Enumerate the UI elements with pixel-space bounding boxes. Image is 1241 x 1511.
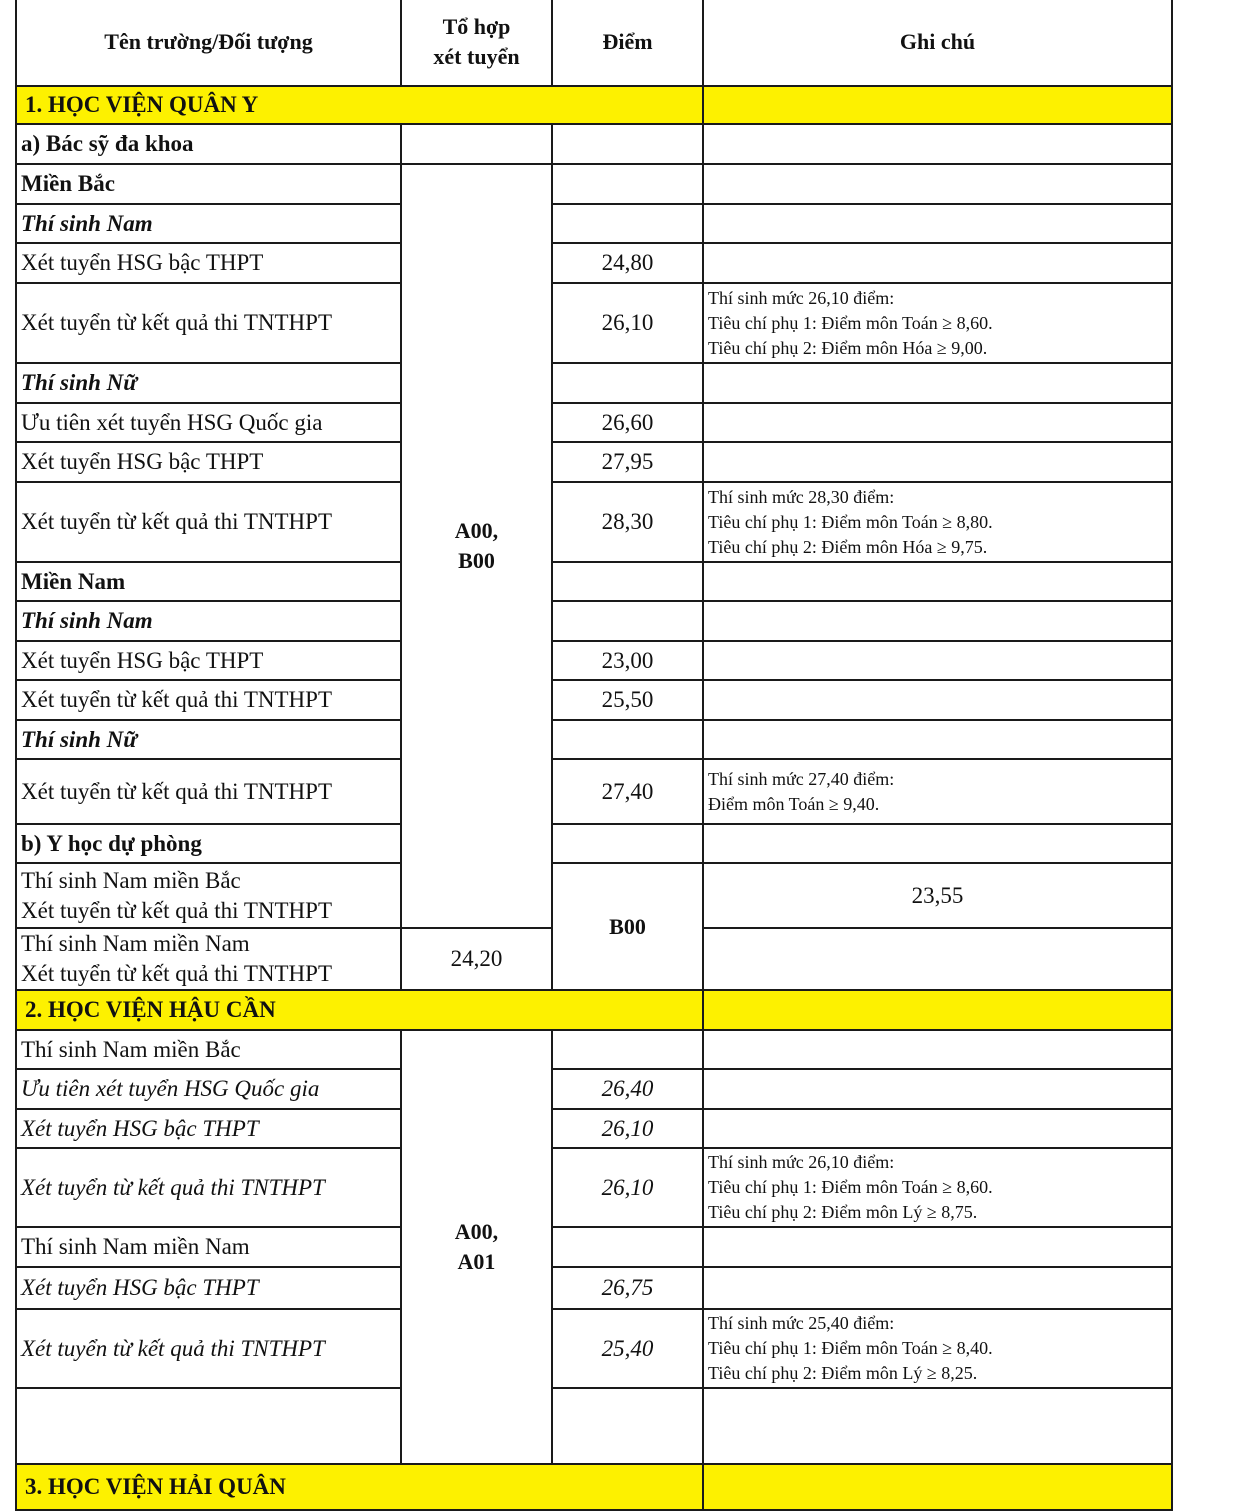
table-header-row	[16, 0, 1172, 86]
note-cell: Thí sinh mức 26,10 điểm: Tiêu chí phụ 1: Điểm môn Toán ≥ 8,60. Tiêu chí phụ 2: Điểm môn Hóa ≥ 9,00.	[703, 283, 1172, 363]
score-value: 26,10	[552, 1109, 703, 1148]
criteria-name: Xét tuyển HSG bậc THPT	[16, 1267, 401, 1309]
table-row	[16, 680, 1172, 720]
note-cell: Thí sinh mức 26,10 điểm: Tiêu chí phụ 1: Điểm môn Toán ≥ 8,60. Tiêu chí phụ 2: Điểm môn Lý ≥ 8,75.	[703, 1148, 1172, 1227]
criteria-name: Xét tuyển HSG bậc THPT	[16, 641, 401, 680]
header-combo-line1: Tổ hợp	[442, 14, 511, 39]
combo-cell: B00	[552, 863, 703, 990]
region-label: Thí sinh Nam miền Nam	[16, 1227, 401, 1267]
header-note: Ghi chú	[703, 0, 1172, 86]
subsection-title: a) Bác sỹ đa khoa	[16, 124, 401, 164]
group-label: Thí sinh Nữ	[16, 720, 401, 759]
table-row	[16, 863, 1172, 928]
score-value: 27,95	[552, 442, 703, 482]
combo-cell: A00, B00	[401, 164, 552, 928]
table-row	[16, 204, 1172, 243]
region-label: Miền Nam	[16, 562, 401, 601]
score-value: 25,50	[552, 680, 703, 720]
table-row	[16, 1309, 1172, 1388]
region-label: Miền Bắc	[16, 164, 401, 204]
table-row	[16, 759, 1172, 824]
section-row	[16, 1464, 1172, 1510]
header-name: Tên trường/Đối tượng	[16, 0, 401, 86]
table-row	[16, 363, 1172, 403]
subsection-title: b) Y học dự phòng	[16, 824, 401, 863]
score-value: 26,10	[552, 1148, 703, 1227]
table-row	[16, 1267, 1172, 1309]
header-score: Điểm	[552, 0, 703, 86]
region-label: Thí sinh Nam miền Bắc	[16, 1030, 401, 1069]
table-row	[16, 1227, 1172, 1267]
table-row	[16, 1109, 1172, 1148]
table-row	[16, 243, 1172, 283]
table-row	[16, 641, 1172, 680]
score-value: 27,40	[552, 759, 703, 824]
note-cell: Thí sinh mức 28,30 điểm: Tiêu chí phụ 1: Điểm môn Toán ≥ 8,80. Tiêu chí phụ 2: Điểm môn Hóa ≥ 9,75.	[703, 482, 1172, 562]
table-row	[16, 720, 1172, 759]
header-combo-line2: xét tuyển	[433, 44, 520, 69]
table-row	[16, 283, 1172, 363]
section-title: 3. HỌC VIỆN HẢI QUÂN	[16, 1464, 703, 1510]
score-value: 26,75	[552, 1267, 703, 1309]
criteria-name: Xét tuyển từ kết quả thi TNTHPT	[16, 283, 401, 363]
table-row	[16, 482, 1172, 562]
note-cell: Thí sinh mức 27,40 điểm: Điểm môn Toán ≥ 9,40.	[703, 759, 1172, 824]
score-value: 24,80	[552, 243, 703, 283]
criteria-name: Xét tuyển từ kết quả thi TNTHPT	[16, 1148, 401, 1227]
table-row	[16, 442, 1172, 482]
table-row	[16, 824, 1172, 863]
group-label: Thí sinh Nữ	[16, 363, 401, 403]
score-table	[15, 0, 1173, 1511]
score-value: 23,55	[703, 863, 1172, 928]
criteria-name: Xét tuyển HSG bậc THPT	[16, 243, 401, 283]
table-row	[16, 1388, 1172, 1464]
criteria-name: Xét tuyển HSG bậc THPT	[16, 1109, 401, 1148]
criteria-name: Xét tuyển từ kết quả thi TNTHPT	[16, 482, 401, 562]
score-value: 26,60	[552, 403, 703, 442]
table-row	[16, 1030, 1172, 1069]
table-row	[16, 601, 1172, 641]
score-value: 25,40	[552, 1309, 703, 1388]
section-row	[16, 86, 1172, 124]
table-row	[16, 1148, 1172, 1227]
criteria-name: Xét tuyển từ kết quả thi TNTHPT	[16, 1309, 401, 1388]
criteria-name: Xét tuyển từ kết quả thi TNTHPT	[16, 680, 401, 720]
criteria-name: Ưu tiên xét tuyển HSG Quốc gia	[16, 403, 401, 442]
group-label: Thí sinh Nam	[16, 601, 401, 641]
combo-cell: A00, A01	[401, 1030, 552, 1464]
group-label: Thí sinh Nam	[16, 204, 401, 243]
criteria-name: Ưu tiên xét tuyển HSG Quốc gia	[16, 1069, 401, 1109]
criteria-name: Thí sinh Nam miền Nam Xét tuyển từ kết quả thi TNTHPT	[16, 928, 401, 990]
score-value: 23,00	[552, 641, 703, 680]
section-row	[16, 990, 1172, 1030]
admission-score-sheet	[15, 0, 1173, 1511]
table-row	[16, 403, 1172, 442]
header-combo	[401, 0, 552, 86]
score-value: 26,40	[552, 1069, 703, 1109]
table-row	[16, 164, 1172, 204]
section-title: 2. HỌC VIỆN HẬU CẦN	[16, 990, 703, 1030]
section-title: 1. HỌC VIỆN QUÂN Y	[16, 86, 703, 124]
table-row	[16, 562, 1172, 601]
score-value: 24,20	[401, 928, 552, 990]
score-value: 28,30	[552, 482, 703, 562]
criteria-name: Thí sinh Nam miền Bắc Xét tuyển từ kết quả thi TNTHPT	[16, 863, 401, 928]
note-cell: Thí sinh mức 25,40 điểm: Tiêu chí phụ 1: Điểm môn Toán ≥ 8,40. Tiêu chí phụ 2: Điểm môn Lý ≥ 8,25.	[703, 1309, 1172, 1388]
table-row	[16, 124, 1172, 164]
score-value: 26,10	[552, 283, 703, 363]
criteria-name: Xét tuyển từ kết quả thi TNTHPT	[16, 759, 401, 824]
criteria-name: Xét tuyển HSG bậc THPT	[16, 442, 401, 482]
table-row	[16, 1069, 1172, 1109]
